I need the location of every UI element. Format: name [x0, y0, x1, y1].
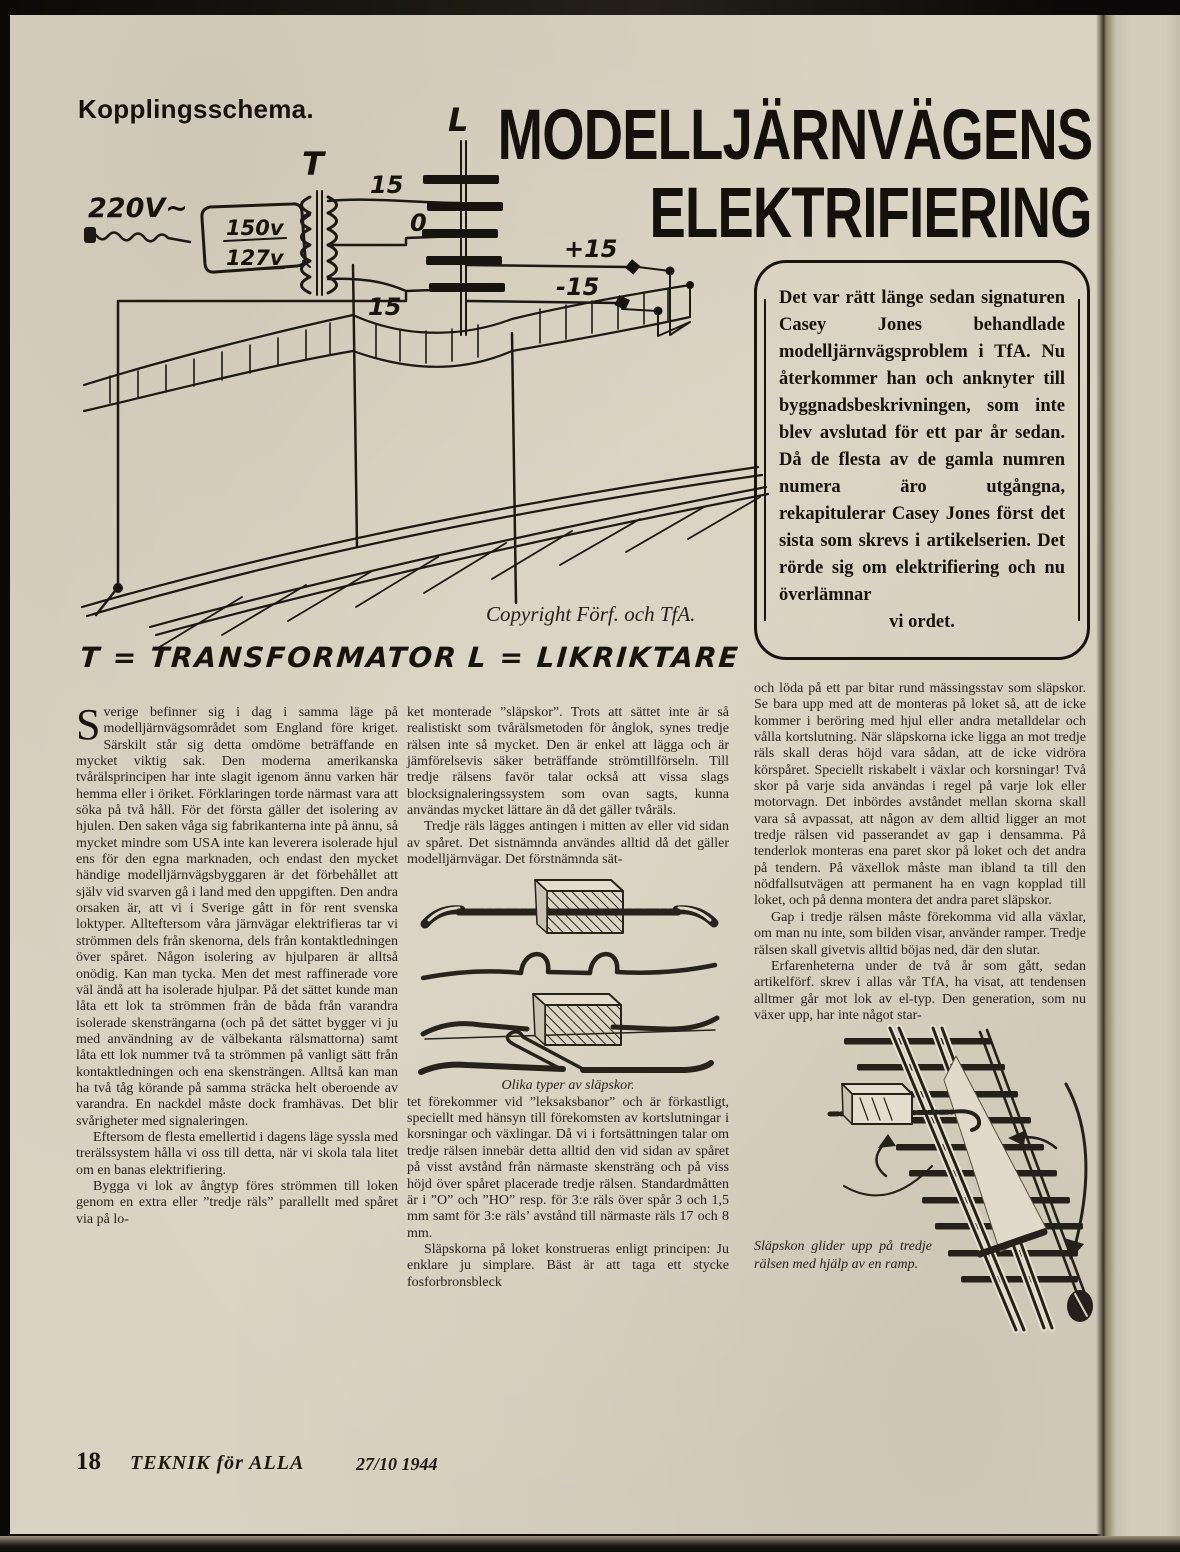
intro-text: Det var rätt länge sedan signaturen Casey Jones behandlade modelljärnvägsproblem i TfA. Nu återkommer han och anknyter till byggnadsbeskrivningen, som inte blev avslutad för ett par år sedan. Då de flesta av de gamla numren numera äro utgångna, rekapitulerar Casey Jones först det sista som skrevs i artikelserien. Det rörde sig om elektrifiering och nu överlämnar — [779, 288, 1065, 605]
ramp-figure-row — [754, 1024, 1086, 1338]
transformer-label: T — [302, 145, 324, 183]
intro-box — [754, 260, 1090, 660]
schematic-heading: Kopplingsschema. — [78, 94, 314, 124]
article-column-2 — [407, 705, 729, 1291]
adjacent-page-edge — [1106, 0, 1180, 1552]
primary-voltage-2: 127v — [226, 246, 284, 270]
scan-edge-top — [0, 0, 1180, 15]
legend-transformator: T = TRANSFORMATOR — [78, 641, 459, 674]
article-title-line2: ELEKTRIFIERING — [649, 173, 1092, 253]
third-rail-ramp-illustration — [830, 1028, 1102, 1333]
issue-date: 27/10 1944 — [356, 1454, 438, 1474]
figure-caption: Olika typer av släpskor. — [501, 1078, 635, 1094]
paragraph: och löda på ett par bitar rund mässingsstav som släpskor. Se bara upp med att de monteras på loket så, att de icke kommer i beröring med hjul eller andra metalldelar och vålla kortslutning. När släpskorna icke ligga an mot tredje räls skall deras höjd vara sådan, att de icke vidröra körspåret. Speciellt riskabelt i växlar och korsningar! Två skor på varje sida användas i regel på varje lok eller motorvagn. Det inbördes avståndet mellan skorna skall vara så avpassat, att någon av dem alltid ligger an mot tredje rälsen vid passerandet av gap i densamma. På tenderlok monteras ena paret skor på loket och det andra på tendern. På växellok måste man ibland ta till den nödfallsutvägen att permanent ha en vagn kopplad till loket, och på denna montera det andra paret släpskor. — [754, 681, 1086, 909]
paragraph: ket monterade ”släpskor”. Trots att sättet inte är så realistiskt som tvårälsmetoden för ånglok, synes tredje rälsen inte så mycket. Den är enkel att lägga och är jämförelsevis säker beträffande strömtillförseln. Till tredje rälsens favör talar också att vissa slags blocksignaleringssystem som ovan sagts, kunna användas mycket lättare än då det gäller tvåräls. — [407, 705, 729, 819]
page-fold-crease — [1096, 0, 1106, 1552]
paragraph: tet förekommer vid ”leksaksbanor” och är förkastligt, speciellt med hänsyn till förekomsten av kortslutningar i korsningar och växlingar. Då vi i fortsättningen talar om tredje rälsen innebär detta alltid den vid sidan av spåret på visst avstånd från närmaste skensträng och på viss höjd över spåret placerade tredje rälsen. Standardmåtten är i ”O” och ”HO” resp. för 3:e räls över spår 3 och 1,5 mm samt för 3:e räls’ avstånd till närmaste räls 17 och 8 mm. — [407, 1094, 729, 1241]
drop-cap: S — [76, 700, 101, 749]
article-title-line1: MODELLJÄRNVÄGENS — [497, 95, 1092, 175]
intro-box-rule-right — [1078, 299, 1080, 621]
paragraph: Eftersom de flesta emellertid i dagens läge syssla med trerälssystem hålla vi oss till detta, när vi skola tala litet om en banas elektrifiering. — [76, 1129, 398, 1178]
paragraph-text: verige befinner sig i dag i samma läge på modelljärnvägsområdet som England före kriget. Särskilt står sig detta omdöme beträffande en mycket viktig sak. Den moderna amerikanska tvårälsprincipen har inte slagit igenom ännu varken här hemma eller i öriket. Förklaringen torde närmast vara att söka på två håll. För det första gäller det isolering av hjulen. Den saken våga sig fabrikanterna inte på ännu, så mycket mindre som USA inte kan leverera isolerade hjul ens för den egna marknaden, och endast den mycket händige modelljärnvägsbyggaren är det förbehållet att själv vid svarven gå i land med den uppgiften. Den andra orsaken är, att vi i Sverige gått in för rent svenska loktyper. Allteftersom våra järnvägar elektrifieras tar vi strömmen dels från skenorna, dels från kontaktledningen över spåret. Någon isolering av hjulparen är alltså onödig. Kan man tycka. Men det mest raffinerade vore väl ändå att ha isolerade hjulpar. På det sättet kunde man låta ett lok ta strömmen från de båda från varandra isolerade skensträngarna (och på det sättet bygger vi ju med användning av de välbekanta rälsmattorna) samt låta ett lok nummer två ta strömmen på vanligt sätt från kontaktledningen och ena skensträngen. Alltså kan man ha två tåg körande på samma sträcka helt oberoende av varandra. En nackdel måste dock framhävas. Det blir svårigheter med signaleringen. — [76, 705, 398, 1129]
paragraph: Tredje räls lägges antingen i mitten av eller vid sidan av spåret. Det sistnämnda användes alltid då det gäller modelljärnvägar. Det förstnämnda sät- — [407, 819, 729, 868]
figure-caption: Släpskon glider upp på tredje rälsen med hjälp av en ramp. — [754, 1239, 932, 1272]
copyright-note: Copyright Förf. och TfA. — [486, 602, 696, 626]
rectifier-label: L — [448, 101, 469, 139]
paragraph: Gap i tredje rälsen måste förekomma vid alla växlar, om man nu inte, som bilden visar, använder ramper. Tredje rälsen skall givetvis alltid böjas ned, där den slutar. — [754, 909, 1086, 958]
intro-box-rule-left — [764, 299, 766, 621]
output-plus-label: +15 — [564, 235, 618, 263]
secondary-mid-label: 0 — [410, 209, 427, 237]
primary-voltage-1: 150v — [226, 216, 284, 240]
scan-edge-bottom — [0, 1536, 1180, 1552]
slipper-shoe-types-illustration — [407, 876, 733, 1076]
page-number: 18 — [76, 1448, 101, 1475]
secondary-bottom-label: 15 — [368, 293, 402, 321]
paragraph: Erfarenheterna under de två år som gått, sedan artikelförf. skrev i allas vår TfA, ha visat, att tendensen alltmer går mot lok av el-typ. Den generation, som nu växer upp, har inte något star- — [754, 958, 1086, 1023]
paragraph: Bygga vi lok av ångtyp föres strömmen till loken genom en extra eller ”tredje räls” parallellt med spåret via på lo- — [76, 1178, 398, 1227]
article-column-1 — [76, 700, 398, 1228]
intro-text-last-line: vi ordet. — [889, 612, 955, 632]
article-column-3 — [754, 681, 1086, 1338]
output-minus-label: -15 — [556, 273, 600, 301]
paragraph: Släpskorna på loket konstrueras enligt principen: Ju enklare ju simplare. Bäst är att taga ett stycke fosforbronsbleck — [407, 1241, 729, 1290]
secondary-top-label: 15 — [370, 171, 404, 199]
paragraph — [76, 700, 398, 1130]
magazine-name: TEKNIK för ALLA — [130, 1452, 305, 1474]
scan-edge-left — [0, 0, 10, 1552]
mains-voltage-label: 220V~ — [88, 193, 188, 224]
legend-likriktare: L = LIKRIKTARE — [466, 641, 741, 674]
